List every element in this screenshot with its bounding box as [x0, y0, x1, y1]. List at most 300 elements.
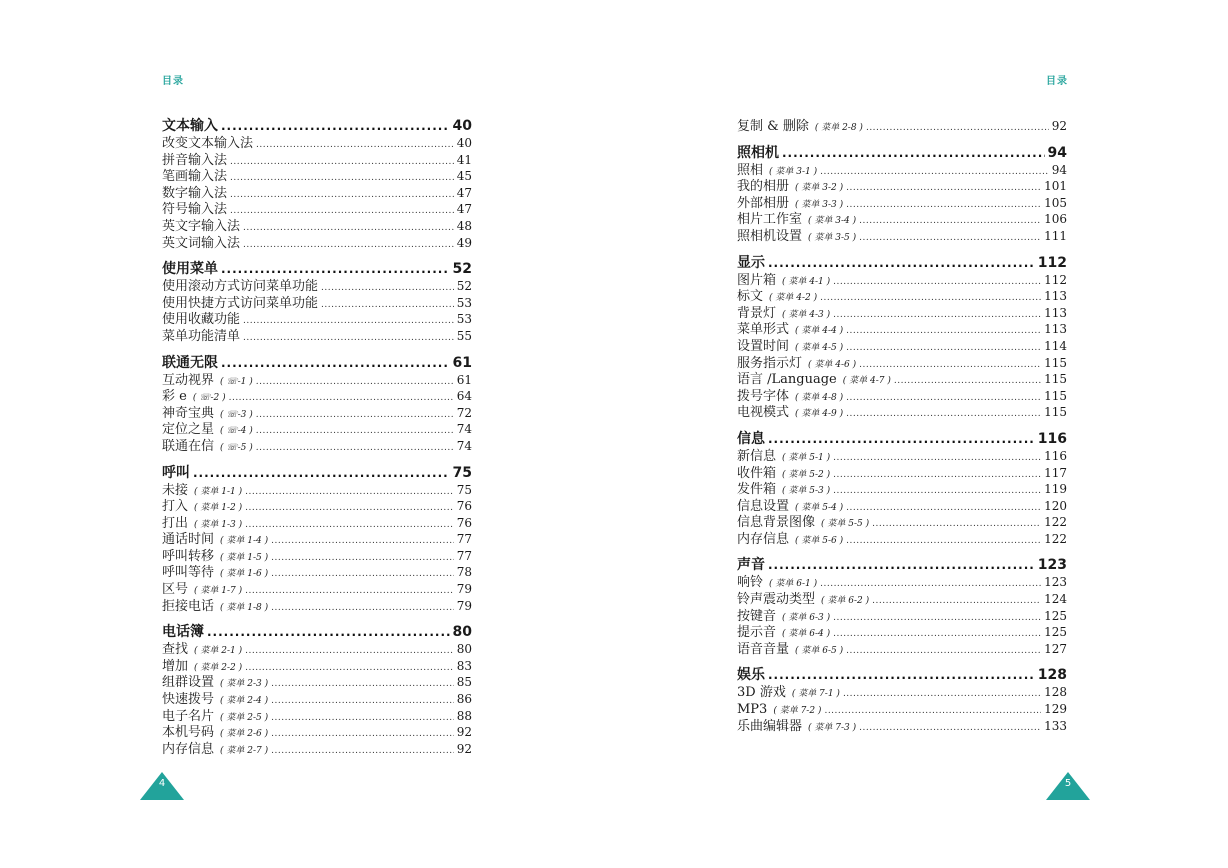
- entry-text: 笔画输入法: [162, 169, 228, 185]
- toc-section-title: [737, 431, 1067, 448]
- menu-ref: ( 菜单 7-2 ): [773, 706, 822, 717]
- toc-entry: [162, 741, 472, 758]
- toc-entry: [737, 355, 1067, 372]
- toc-entry: [737, 162, 1067, 179]
- entry-text: 未接: [162, 482, 189, 498]
- section-title-text: 信息: [737, 430, 765, 447]
- toc-entry: [737, 404, 1067, 421]
- entry-text: 拼音输入法: [162, 152, 228, 168]
- toc-entry: [162, 295, 472, 312]
- entry-text: 拨号字体: [737, 388, 790, 404]
- section-title-text: 娱乐: [737, 667, 765, 684]
- entry-page-number: 53: [456, 312, 472, 327]
- entry-page-number: 76: [456, 499, 472, 514]
- menu-ref: ( ☏-5 ): [220, 442, 253, 453]
- dot-leader: [230, 187, 454, 204]
- entry-text: 打入: [162, 499, 189, 515]
- toc-entry: [737, 684, 1067, 701]
- dot-leader: [321, 280, 454, 297]
- menu-ref: ( 菜单 5-3 ): [782, 486, 831, 497]
- toc-section-title: [737, 145, 1067, 162]
- toc-section-title: [162, 355, 472, 372]
- toc-entry: [737, 498, 1067, 515]
- dot-leader: [782, 145, 1045, 162]
- toc-section-title: [737, 255, 1067, 272]
- toc-section-title: [162, 624, 472, 641]
- entry-page-number: 122: [1044, 515, 1067, 530]
- entry-page-number: 48: [456, 218, 472, 233]
- entry-text: 图片箱: [737, 272, 777, 288]
- menu-ref: ( ☏-4 ): [220, 426, 253, 437]
- menu-ref: ( 菜单 3-1 ): [769, 166, 818, 177]
- toc-entry: [737, 388, 1067, 405]
- toc-entry: [737, 718, 1067, 735]
- dot-leader: [245, 643, 454, 660]
- toc-entry: [162, 515, 472, 532]
- section-title-text: 照相机: [737, 144, 779, 161]
- dot-leader: [243, 237, 454, 254]
- menu-ref: ( 菜单 2-5 ): [220, 712, 269, 723]
- toc-entry: [162, 421, 472, 438]
- toc-entry: [162, 724, 472, 741]
- dot-leader: [768, 255, 1035, 272]
- right-page: [614, 0, 1228, 868]
- entry-page-number: 115: [1044, 372, 1067, 387]
- entry-page-number: 78: [456, 565, 472, 580]
- entry-page-number: 74: [456, 438, 472, 453]
- page-number: 4: [158, 778, 166, 789]
- entry-text: 改变文本输入法: [162, 136, 254, 151]
- entry-text: 使用收藏功能: [162, 312, 241, 328]
- entry-text: 设置时间: [737, 338, 790, 354]
- menu-ref: ( 菜单 1-2 ): [194, 503, 243, 514]
- dot-leader: [872, 516, 1041, 533]
- dot-leader: [321, 297, 454, 314]
- entry-text: 铃声震动类型: [737, 592, 816, 608]
- toc-entry: [737, 305, 1067, 322]
- entry-page-number: 125: [1044, 625, 1067, 640]
- section-title-text: 显示: [737, 254, 765, 271]
- toc-entry: [162, 482, 472, 499]
- entry-text: 照相: [737, 162, 764, 178]
- entry-page-number: 120: [1044, 498, 1067, 513]
- entry-page-number: 112: [1044, 272, 1067, 287]
- dot-leader: [271, 743, 454, 760]
- dot-leader: [846, 533, 1041, 550]
- toc-entry: [737, 118, 1067, 135]
- menu-ref: ( 菜单 1-1 ): [194, 486, 243, 497]
- section-page-number: 123: [1037, 557, 1067, 574]
- page-number: 5: [1064, 778, 1072, 789]
- menu-ref: ( 菜单 2-2 ): [194, 662, 243, 673]
- toc-column: [162, 118, 472, 767]
- entry-page-number: 83: [456, 658, 472, 673]
- toc-section: [737, 557, 1067, 657]
- section-page-number: 94: [1047, 144, 1067, 161]
- entry-page-number: 105: [1044, 195, 1067, 210]
- menu-ref: ( 菜单 7-3 ): [808, 722, 857, 733]
- entry-text: 互动视界: [162, 372, 215, 388]
- menu-ref: ( 菜单 6-3 ): [782, 612, 831, 623]
- section-title-text: 声音: [737, 557, 765, 574]
- dot-leader: [833, 307, 1041, 324]
- entry-page-number: 41: [456, 152, 472, 167]
- toc-entry: [162, 581, 472, 598]
- toc-section: [737, 118, 1067, 135]
- menu-ref: ( 菜单 3-5 ): [808, 232, 857, 243]
- entry-text: 服务指示灯: [737, 355, 803, 371]
- entry-page-number: 53: [456, 295, 472, 310]
- menu-ref: ( ☏-1 ): [220, 376, 253, 387]
- entry-text: 增加: [162, 658, 189, 674]
- menu-ref: ( 菜单 6-5 ): [795, 645, 844, 656]
- toc-entry: [737, 448, 1067, 465]
- dot-leader: [846, 180, 1041, 197]
- toc-entry: [162, 185, 472, 202]
- menu-ref: ( ☏-2 ): [192, 393, 226, 404]
- entry-page-number: 76: [456, 515, 472, 530]
- entry-text: 复制 & 删除: [737, 119, 809, 134]
- toc-entry: [737, 514, 1067, 531]
- entry-page-number: 133: [1044, 718, 1067, 733]
- toc-section: [162, 118, 472, 251]
- dot-leader: [833, 274, 1041, 291]
- entry-page-number: 45: [456, 169, 472, 184]
- entry-text: 联通在信: [162, 438, 215, 454]
- entry-page-number: 111: [1044, 228, 1067, 243]
- menu-ref: ( 菜单 7-1 ): [791, 689, 840, 700]
- menu-ref: ( 菜单 2-3 ): [220, 679, 269, 690]
- entry-text: 乐曲编辑器: [737, 718, 803, 734]
- dot-leader: [271, 566, 454, 583]
- menu-ref: ( 菜单 4-2 ): [769, 293, 818, 304]
- entry-page-number: 129: [1044, 702, 1067, 717]
- dot-leader: [271, 600, 454, 617]
- dot-leader: [271, 676, 454, 693]
- entry-page-number: 127: [1044, 641, 1067, 656]
- toc-entry: [737, 465, 1067, 482]
- entry-page-number: 114: [1044, 338, 1067, 353]
- toc-entry: [737, 195, 1067, 212]
- dot-leader: [824, 703, 1041, 720]
- dot-leader: [843, 686, 1041, 703]
- entry-text: 菜单形式: [737, 322, 790, 338]
- entry-page-number: 40: [456, 136, 472, 150]
- section-page-number: 52: [452, 261, 472, 278]
- entry-page-number: 123: [1044, 575, 1067, 590]
- toc-entry: [162, 641, 472, 658]
- dot-leader: [245, 500, 454, 517]
- toc-entry: [162, 311, 472, 328]
- menu-ref: ( 菜单 5-5 ): [821, 519, 870, 530]
- entry-text: 符号输入法: [162, 202, 228, 218]
- section-title-text: 联通无限: [162, 354, 218, 371]
- menu-ref: ( 菜单 5-2 ): [782, 469, 831, 480]
- entry-text: 使用滚动方式访问菜单功能: [162, 279, 319, 295]
- entry-page-number: 113: [1044, 289, 1067, 304]
- entry-text: 照相机设置: [737, 228, 803, 244]
- toc-entry: [162, 658, 472, 675]
- menu-ref: ( 菜单 6-1 ): [769, 579, 818, 590]
- dot-leader: [243, 313, 454, 330]
- entry-text: 信息背景图像: [737, 515, 816, 531]
- menu-ref: ( ☏-3 ): [220, 409, 253, 420]
- entry-text: 背景灯: [737, 305, 777, 321]
- dot-leader: [221, 355, 450, 372]
- entry-page-number: 47: [456, 185, 472, 200]
- section-page-number: 40: [452, 118, 472, 134]
- dot-leader: [221, 261, 450, 278]
- entry-text: 语音音量: [737, 641, 790, 657]
- entry-text: 神奇宝典: [162, 405, 215, 421]
- entry-text: 新信息: [737, 448, 777, 464]
- entry-text: 查找: [162, 642, 189, 658]
- toc-entry: [737, 211, 1067, 228]
- entry-page-number: 113: [1044, 305, 1067, 320]
- dot-leader: [846, 406, 1041, 423]
- entry-page-number: 101: [1044, 179, 1067, 194]
- entry-text: 信息设置: [737, 498, 790, 514]
- dot-leader: [271, 550, 454, 567]
- entry-page-number: 116: [1044, 448, 1067, 463]
- dot-leader: [229, 390, 454, 407]
- dot-leader: [859, 230, 1041, 247]
- dot-leader: [243, 220, 454, 237]
- toc-entry: [162, 438, 472, 455]
- dot-leader: [245, 484, 454, 501]
- menu-ref: ( 菜单 2-4 ): [220, 696, 269, 707]
- section-page-number: 128: [1037, 667, 1067, 684]
- dot-leader: [256, 440, 454, 457]
- entry-page-number: 74: [456, 422, 472, 437]
- section-page-number: 75: [452, 464, 472, 481]
- menu-ref: ( 菜单 3-4 ): [808, 216, 857, 227]
- entry-page-number: 119: [1044, 482, 1067, 497]
- dot-leader: [846, 390, 1041, 407]
- dot-leader: [230, 203, 454, 220]
- toc-entry: [162, 548, 472, 565]
- entry-text: 收件箱: [737, 465, 777, 481]
- toc-section-title: [737, 667, 1067, 684]
- menu-ref: ( 菜单 4-5 ): [795, 342, 844, 353]
- entry-text: 外部相册: [737, 195, 790, 211]
- dot-leader: [846, 323, 1041, 340]
- toc-entry: [737, 288, 1067, 305]
- toc-entry: [162, 405, 472, 422]
- dot-leader: [846, 643, 1041, 660]
- dot-leader: [859, 720, 1041, 737]
- entry-text: 相片工作室: [737, 212, 803, 228]
- page-header: 目录: [1046, 76, 1068, 87]
- dot-leader: [833, 626, 1041, 643]
- toc-section: [737, 431, 1067, 548]
- entry-text: 菜单功能清单: [162, 328, 241, 344]
- entry-text: 本机号码: [162, 725, 215, 741]
- menu-ref: ( 菜单 1-7 ): [194, 586, 243, 597]
- toc-entry: [162, 674, 472, 691]
- toc-entry: [162, 598, 472, 615]
- toc-section: [162, 355, 472, 455]
- toc-entry: [162, 531, 472, 548]
- dot-leader: [820, 576, 1041, 593]
- menu-ref: ( 菜单 3-2 ): [795, 183, 844, 194]
- menu-ref: ( 菜单 6-4 ): [782, 629, 831, 640]
- toc-entry: [737, 338, 1067, 355]
- dot-leader: [768, 557, 1035, 574]
- entry-text: 我的相册: [737, 179, 790, 195]
- entry-page-number: 79: [456, 582, 472, 597]
- entry-page-number: 124: [1044, 592, 1067, 607]
- entry-text: MP3: [737, 702, 768, 718]
- menu-ref: ( 菜单 2-8 ): [814, 123, 863, 133]
- entry-text: 数字输入法: [162, 185, 228, 201]
- dot-leader: [768, 431, 1035, 448]
- entry-page-number: 92: [1051, 119, 1067, 133]
- dot-leader: [256, 407, 454, 424]
- entry-text: 通话时间: [162, 532, 215, 548]
- toc-section: [162, 624, 472, 757]
- dot-leader: [859, 357, 1041, 374]
- toc-section-title: [162, 465, 472, 482]
- toc-entry: [162, 278, 472, 295]
- page-corner: [140, 772, 184, 800]
- toc-entry: [737, 574, 1067, 591]
- menu-ref: ( 菜单 4-3 ): [782, 309, 831, 320]
- dot-leader: [256, 374, 454, 391]
- dot-leader: [872, 593, 1041, 610]
- entry-text: 按键音: [737, 608, 777, 624]
- dot-leader: [230, 154, 454, 171]
- entry-page-number: 92: [456, 741, 472, 756]
- toc-entry: [162, 218, 472, 235]
- dot-leader: [846, 500, 1041, 517]
- toc-entry: [162, 691, 472, 708]
- toc-entry: [162, 328, 472, 345]
- menu-ref: ( 菜单 1-3 ): [194, 519, 243, 530]
- dot-leader: [256, 423, 454, 440]
- dot-leader: [768, 667, 1035, 684]
- entry-text: 电视模式: [737, 405, 790, 421]
- entry-text: 英文词输入法: [162, 235, 241, 251]
- section-title-text: 文本输入: [162, 118, 218, 134]
- entry-page-number: 85: [456, 675, 472, 690]
- toc-section: [162, 465, 472, 615]
- menu-ref: ( 菜单 2-1 ): [194, 646, 243, 657]
- page-corner: [1046, 772, 1090, 800]
- page-header: 目录: [162, 76, 184, 87]
- entry-text: 英文字输入法: [162, 218, 241, 234]
- toc-section: [162, 261, 472, 344]
- entry-text: 提示音: [737, 625, 777, 641]
- menu-ref: ( 菜单 2-7 ): [220, 745, 269, 756]
- menu-ref: ( 菜单 1-5 ): [220, 552, 269, 563]
- dot-leader: [221, 118, 450, 135]
- entry-page-number: 106: [1044, 212, 1067, 227]
- toc-entry: [162, 564, 472, 581]
- toc-entry: [737, 641, 1067, 658]
- entry-page-number: 117: [1044, 465, 1067, 480]
- menu-ref: ( 菜单 4-7 ): [842, 376, 891, 387]
- toc-entry: [162, 152, 472, 169]
- menu-ref: ( 菜单 2-6 ): [220, 729, 269, 740]
- toc-entry: [162, 708, 472, 725]
- toc-entry: [737, 321, 1067, 338]
- toc-entry: [737, 624, 1067, 641]
- dot-leader: [833, 450, 1041, 467]
- toc-section-title: [737, 557, 1067, 574]
- entry-page-number: 72: [456, 405, 472, 420]
- entry-page-number: 113: [1044, 322, 1067, 337]
- toc-entry: [737, 371, 1067, 388]
- dot-leader: [245, 660, 454, 677]
- entry-page-number: 92: [456, 725, 472, 740]
- toc-column: [737, 118, 1067, 744]
- entry-text: 内存信息: [737, 531, 790, 547]
- entry-page-number: 128: [1044, 685, 1067, 700]
- dot-leader: [256, 137, 454, 154]
- menu-ref: ( 菜单 5-1 ): [782, 452, 831, 463]
- menu-ref: ( 菜单 6-2 ): [821, 596, 870, 607]
- menu-ref: ( 菜单 1-6 ): [220, 569, 269, 580]
- entry-page-number: 49: [456, 235, 472, 250]
- entry-text: 电子名片: [162, 708, 215, 724]
- entry-page-number: 77: [456, 532, 472, 547]
- toc-entry: [737, 701, 1067, 718]
- toc-entry: [737, 272, 1067, 289]
- toc-entry: [737, 608, 1067, 625]
- dot-leader: [846, 197, 1041, 214]
- entry-page-number: 86: [456, 692, 472, 707]
- dot-leader: [833, 610, 1041, 627]
- dot-leader: [271, 726, 454, 743]
- entry-text: 定位之星: [162, 422, 215, 438]
- toc-entry: [162, 201, 472, 218]
- entry-page-number: 75: [456, 482, 472, 497]
- menu-ref: ( 菜单 3-3 ): [795, 199, 844, 210]
- entry-page-number: 122: [1044, 531, 1067, 546]
- dot-leader: [820, 290, 1041, 307]
- dot-leader: [894, 373, 1041, 390]
- entry-page-number: 64: [456, 389, 472, 404]
- dot-leader: [866, 120, 1049, 137]
- section-title-text: 电话簿: [162, 624, 204, 641]
- section-page-number: 116: [1037, 430, 1067, 447]
- toc-section-title: [162, 261, 472, 278]
- entry-text: 内存信息: [162, 741, 215, 757]
- toc-entry: [162, 498, 472, 515]
- entry-text: 发件箱: [737, 482, 777, 498]
- entry-text: 使用快捷方式访问菜单功能: [162, 295, 319, 311]
- entry-page-number: 115: [1044, 405, 1067, 420]
- toc-section: [737, 667, 1067, 734]
- entry-text: 彩 e: [162, 389, 187, 405]
- entry-text: 响铃: [737, 575, 764, 591]
- section-title-text: 呼叫: [162, 464, 190, 481]
- toc-entry: [162, 235, 472, 252]
- menu-ref: ( 菜单 1-8 ): [220, 602, 269, 613]
- menu-ref: ( 菜单 5-4 ): [795, 502, 844, 513]
- entry-text: 呼叫等待: [162, 565, 215, 581]
- dot-leader: [193, 465, 450, 482]
- section-page-number: 112: [1037, 254, 1067, 271]
- menu-ref: ( 菜单 4-8 ): [795, 392, 844, 403]
- toc-entry: [162, 388, 472, 405]
- toc-entry: [737, 531, 1067, 548]
- section-page-number: 61: [452, 354, 472, 371]
- menu-ref: ( 菜单 4-1 ): [782, 276, 831, 287]
- dot-leader: [207, 624, 450, 641]
- menu-ref: ( 菜单 1-4 ): [220, 536, 269, 547]
